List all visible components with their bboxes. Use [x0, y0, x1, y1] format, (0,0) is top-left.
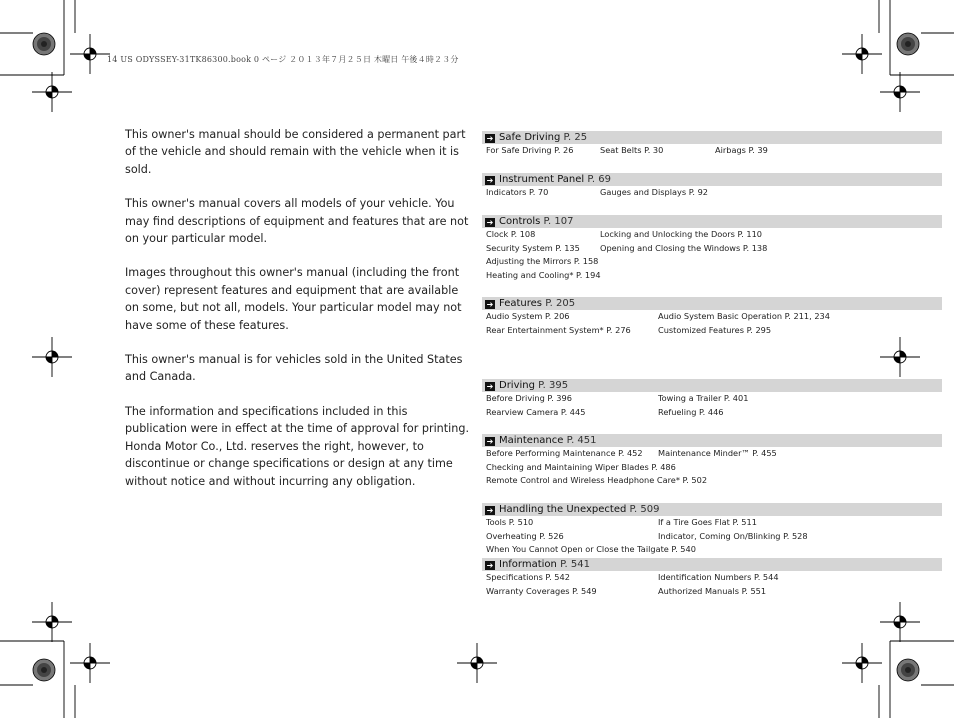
section-page: P. 25 [563, 132, 588, 143]
section-page: P. 509 [629, 504, 660, 515]
print-header: 14 US ODYSSEY-31TK86300.book 0 ページ ２０１３年７月２５日 木曜日 午後４時２３分 [107, 55, 459, 64]
index-link[interactable]: When You Cannot Open or Close the Tailgate P. 540 [486, 544, 696, 554]
index-link[interactable]: Gauges and Displays P. 92 [600, 187, 708, 197]
index-link[interactable]: Before Performing Maintenance P. 452 [486, 448, 643, 458]
list-item [482, 228, 942, 242]
intro-paragraph: This owner's manual is for vehicles sold in the United States and Canada. [125, 353, 463, 384]
list-item [482, 144, 942, 158]
list-item [482, 530, 942, 544]
index-link[interactable]: Security System P. 135 [486, 242, 580, 253]
intro-text [125, 126, 471, 507]
list-item [482, 310, 942, 324]
index-link[interactable]: Seat Belts P. 30 [600, 145, 664, 155]
section-maintenance [482, 434, 942, 488]
index-link[interactable]: Indicators P. 70 [486, 187, 549, 197]
index-link[interactable]: Refueling P. 446 [658, 406, 724, 417]
index-link[interactable]: Rearview Camera P. 445 [486, 406, 586, 417]
list-item [482, 406, 942, 420]
section-title[interactable] [482, 131, 942, 144]
section-name: Handling the Unexpected [499, 504, 627, 515]
section-page: P. 451 [566, 435, 597, 446]
index-link[interactable]: Customized Features P. 295 [658, 324, 772, 335]
list-item [482, 474, 942, 488]
section-driving [482, 379, 942, 419]
section-title[interactable] [482, 434, 942, 447]
section-title[interactable] [482, 379, 942, 392]
index-link[interactable]: Audio System P. 206 [486, 311, 570, 321]
intro-paragraph: This owner's manual should be considered a permanent part of the vehicle and should remain with the vehicle when it is sold. [125, 128, 466, 176]
arrow-icon: ➔ [486, 176, 494, 185]
index-link[interactable]: Opening and Closing the Windows P. 138 [600, 242, 768, 253]
index-link[interactable]: Tools P. 510 [486, 517, 534, 527]
list-item [482, 461, 942, 475]
arrow-icon: ➔ [486, 437, 494, 446]
list-item [482, 392, 942, 406]
index-link[interactable]: Before Driving P. 396 [486, 393, 572, 403]
section-title[interactable] [482, 558, 942, 571]
index-link[interactable]: Towing a Trailer P. 401 [658, 393, 749, 403]
section-title[interactable] [482, 173, 942, 186]
index-link[interactable]: Overheating P. 526 [486, 530, 564, 541]
index-link[interactable]: Locking and Unlocking the Doors P. 110 [600, 229, 763, 239]
index-link[interactable]: Warranty Coverages P. 549 [486, 585, 597, 596]
section-page: P. 541 [560, 559, 590, 570]
section-page: P. 69 [587, 174, 611, 185]
index-link[interactable]: If a Tire Goes Flat P. 511 [658, 517, 757, 527]
list-item [482, 447, 942, 461]
arrow-icon: ➔ [486, 134, 494, 143]
list-item [482, 585, 942, 599]
index-link[interactable]: For Safe Driving P. 26 [486, 145, 574, 155]
arrow-icon: ➔ [486, 218, 494, 227]
index-link[interactable]: Authorized Manuals P. 551 [658, 585, 767, 596]
section-title[interactable] [482, 297, 942, 310]
list-item [482, 516, 942, 530]
list-item [482, 242, 942, 256]
section-title[interactable] [482, 503, 942, 516]
list-item [482, 543, 942, 557]
section-features [482, 297, 942, 337]
index-link[interactable]: Airbags P. 39 [715, 145, 768, 155]
intro-paragraph: This owner's manual covers all models of your vehicle. You may find descriptions of equipment and features that are not on your particular model. [125, 197, 469, 246]
section-page: P. 205 [545, 298, 576, 309]
index-link[interactable]: Maintenance Minder™ P. 455 [658, 448, 777, 458]
arrow-icon: ➔ [486, 300, 494, 309]
section-name: Features [499, 298, 542, 309]
intro-paragraph: Images throughout this owner's manual (including the front cover) represent features and equipment that are available on some, but not all, models. Your particular model may not have some of these features. [125, 266, 462, 332]
section-handling-the-unexpected [482, 503, 942, 557]
section-name: Instrument Panel [499, 174, 585, 185]
section-page: P. 107 [543, 216, 574, 227]
index-link[interactable]: Identification Numbers P. 544 [658, 572, 779, 582]
arrow-icon: ➔ [486, 506, 494, 515]
index-link[interactable]: Adjusting the Mirrors P. 158 [486, 256, 599, 266]
index-link[interactable]: Audio System Basic Operation P. 211, 234 [658, 311, 830, 321]
section-page: P. 395 [538, 380, 569, 391]
section-title[interactable] [482, 215, 942, 228]
arrow-icon: ➔ [486, 382, 494, 391]
index-link[interactable]: Indicator, Coming On/Blinking P. 528 [658, 530, 808, 541]
index-link[interactable]: Specifications P. 542 [486, 572, 570, 582]
list-item [482, 255, 942, 269]
index-link[interactable]: Checking and Maintaining Wiper Blades P. 486 [486, 461, 676, 472]
section-name: Maintenance [499, 435, 564, 446]
section-safe-driving [482, 131, 942, 158]
index-link[interactable]: Clock P. 108 [486, 229, 536, 239]
index-link[interactable]: Rear Entertainment System* P. 276 [486, 324, 631, 335]
index-link[interactable]: Heating and Cooling* P. 194 [486, 269, 601, 280]
section-name: Driving [499, 380, 535, 391]
list-item [482, 186, 942, 200]
intro-paragraph: The information and specifications included in this publication were in effect at the time of approval for printing. Honda Motor Co., Ltd. reserves the right, however, to discontinue or change specifications or design at any time without notice and without incurring any obligation. [125, 404, 470, 488]
section-name: Information [499, 559, 557, 570]
arrow-icon: ➔ [486, 561, 494, 570]
list-item [482, 269, 942, 283]
index-link[interactable]: Remote Control and Wireless Headphone Care* P. 502 [486, 475, 708, 485]
section-instrument-panel [482, 173, 942, 200]
section-name: Controls [499, 216, 541, 227]
section-controls [482, 215, 942, 282]
section-information [482, 558, 942, 598]
list-item [482, 571, 942, 585]
section-name: Safe Driving [499, 132, 561, 143]
list-item [482, 324, 942, 338]
